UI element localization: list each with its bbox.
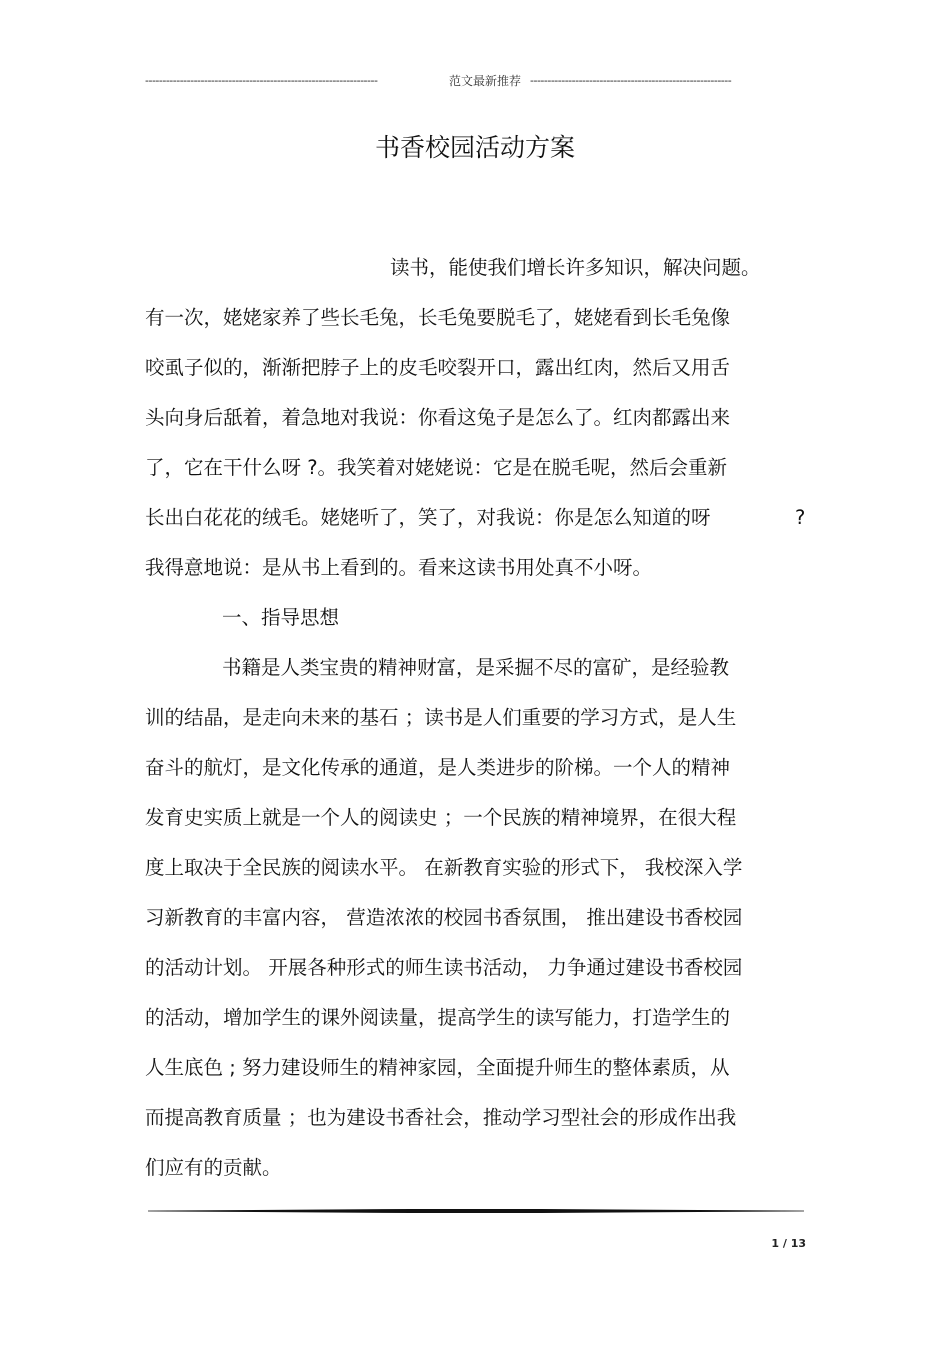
body-line: 我得意地说：是从书上看到的。看来这读书用处真不小呀。 <box>145 556 653 579</box>
body-line: 度上取决于全民族的阅读水平。 在新教育实验的形式下， 我校深入学 <box>145 856 743 879</box>
section-heading: 一、指导思想 <box>222 606 340 629</box>
body-line: 了，它在干什么呀 ?。我笑着对姥姥说：它是在脱毛呢，然后会重新 <box>145 456 728 479</box>
body-line: 们应有的贡献。 <box>145 1156 282 1179</box>
document-title: 书香校园活动方案 <box>374 133 575 162</box>
header-text: 范文最新推荐 <box>448 74 521 88</box>
body-line: 发育史实质上就是一个人的阅读史 ；一个民族的精神境界，在很大程 <box>145 806 737 829</box>
header-left-rule: ------------------------------------------------------------------- <box>145 74 378 87</box>
body-line: 头向身后舐着，着急地对我说：你看这兔子是怎么了。红肉都露出来 <box>145 406 731 429</box>
body-line: 习新教育的丰富内容， 营造浓浓的校园书香氛围， 推出建设书香校园 <box>145 906 743 929</box>
body-line: 咬虱子似的，渐渐把脖子上的皮毛咬裂开口，露出红肉，然后又用舌 <box>145 356 731 379</box>
body-line: 读书，能使我们增长许多知识，解决问题。 <box>390 256 761 279</box>
body-line: 长出白花花的绒毛。姥姥听了，笑了，对我说：你是怎么知道的呀 <box>145 506 711 529</box>
body-line: 的活动，增加学生的课外阅读量，提高学生的读写能力，打造学生的 <box>145 1006 731 1029</box>
body-line: 奋斗的航灯，是文化传承的通道，是人类进步的阶梯。一个人的精神 <box>145 756 731 779</box>
footer-divider <box>148 1209 804 1213</box>
body-line: 的活动计划。 开展各种形式的师生读书活动， 力争通过建设书香校园 <box>145 956 743 979</box>
body-line: 人生底色 ; 努力建设师生的精神家园，全面提升师生的整体素质，从 <box>145 1056 730 1079</box>
body-line: 训的结晶，是走向未来的基石 ；读书是人们重要的学习方式，是人生 <box>145 706 737 729</box>
page-number: 1 / 13 <box>771 1237 806 1250</box>
body-line: 有一次，姥姥家养了些长毛兔，长毛兔要脱毛了，姥姥看到长毛兔像 <box>145 306 731 329</box>
body-line: 书籍是人类宝贵的精神财富，是采掘不尽的富矿，是经验教 <box>222 656 730 679</box>
header-right-rule: ---------------------------------------------------------- <box>530 74 732 87</box>
body-line: 而提高教育质量 ；也为建设书香社会，推动学习型社会的形成作出我 <box>145 1106 737 1129</box>
body-line: ? <box>795 506 806 529</box>
